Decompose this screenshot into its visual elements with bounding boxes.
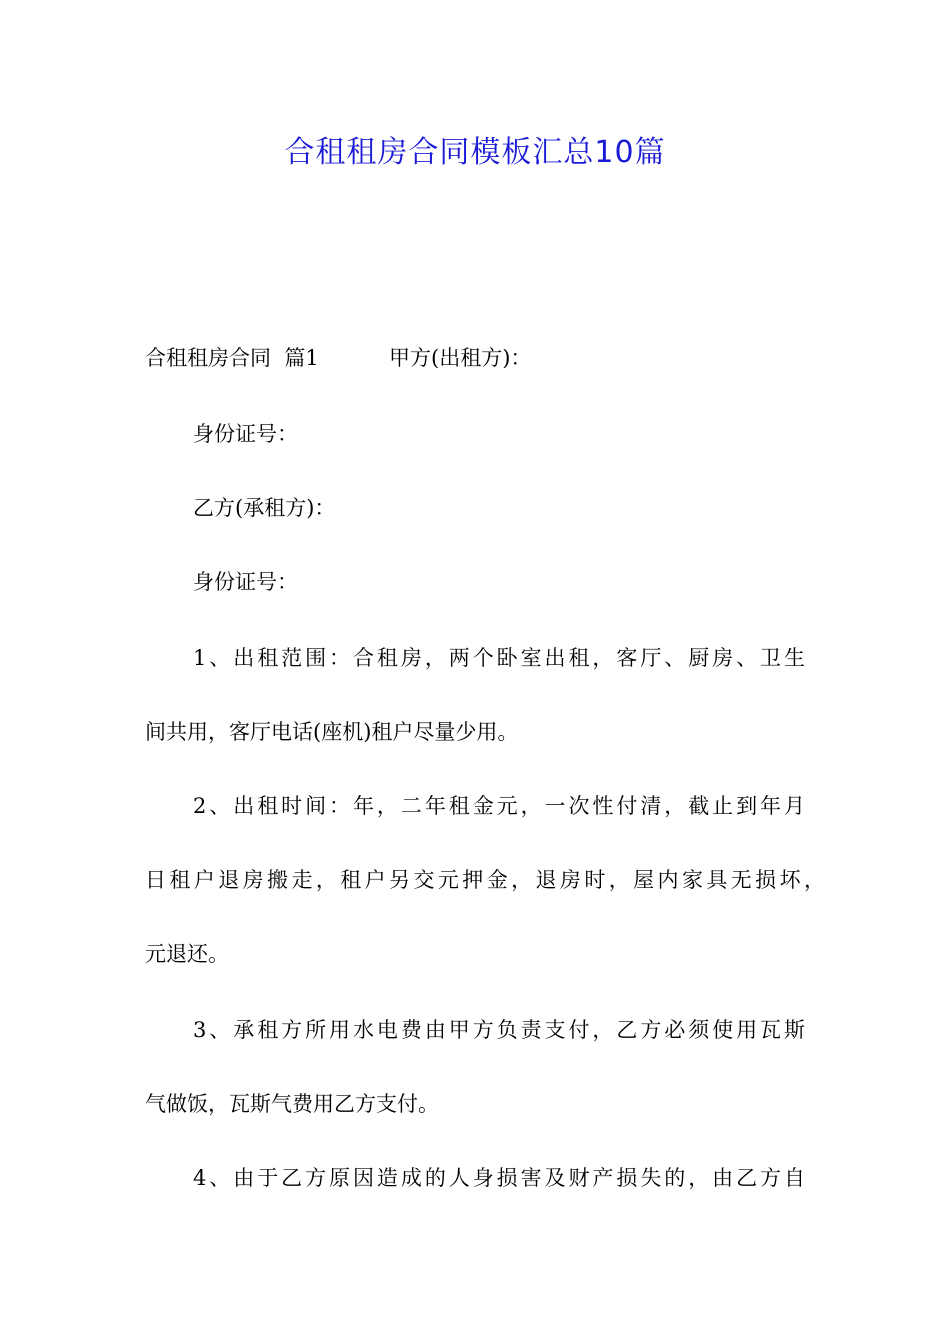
document-title: 合租租房合同模板汇总10篇: [284, 135, 666, 170]
clause-3-line-1: 3、承租方所用水电费由甲方负责支付，乙方必须使用瓦斯: [193, 1018, 805, 1042]
clause-4-line-1: 4、由于乙方原因造成的人身损害及财产损失的，由乙方自: [193, 1166, 805, 1190]
section-heading: 合租租房合同 篇1: [145, 346, 319, 370]
clause-2-line-2: 日租户退房搬走，租户另交元押金，退房时，屋内家具无损坏，: [145, 868, 825, 892]
clause-3-line-2: 气做饭，瓦斯气费用乙方支付。: [145, 1092, 439, 1116]
clause-2-line-1: 2、出租时间：年，二年租金元，一次性付清，截止到年月: [193, 794, 805, 818]
id-number-a-label: 身份证号：: [193, 422, 298, 446]
clause-1-line-2: 间共用，客厅电话(座机)租户尽量少用。: [145, 720, 519, 744]
clause-2-line-3: 元退还。: [145, 942, 229, 966]
party-a-label: 甲方(出租方)：: [389, 346, 532, 370]
id-number-b-label: 身份证号：: [193, 570, 298, 594]
party-b-label: 乙方(承租方)：: [193, 496, 336, 520]
clause-1-line-1: 1、出租范围：合租房，两个卧室出租，客厅、厨房、卫生: [193, 646, 805, 670]
